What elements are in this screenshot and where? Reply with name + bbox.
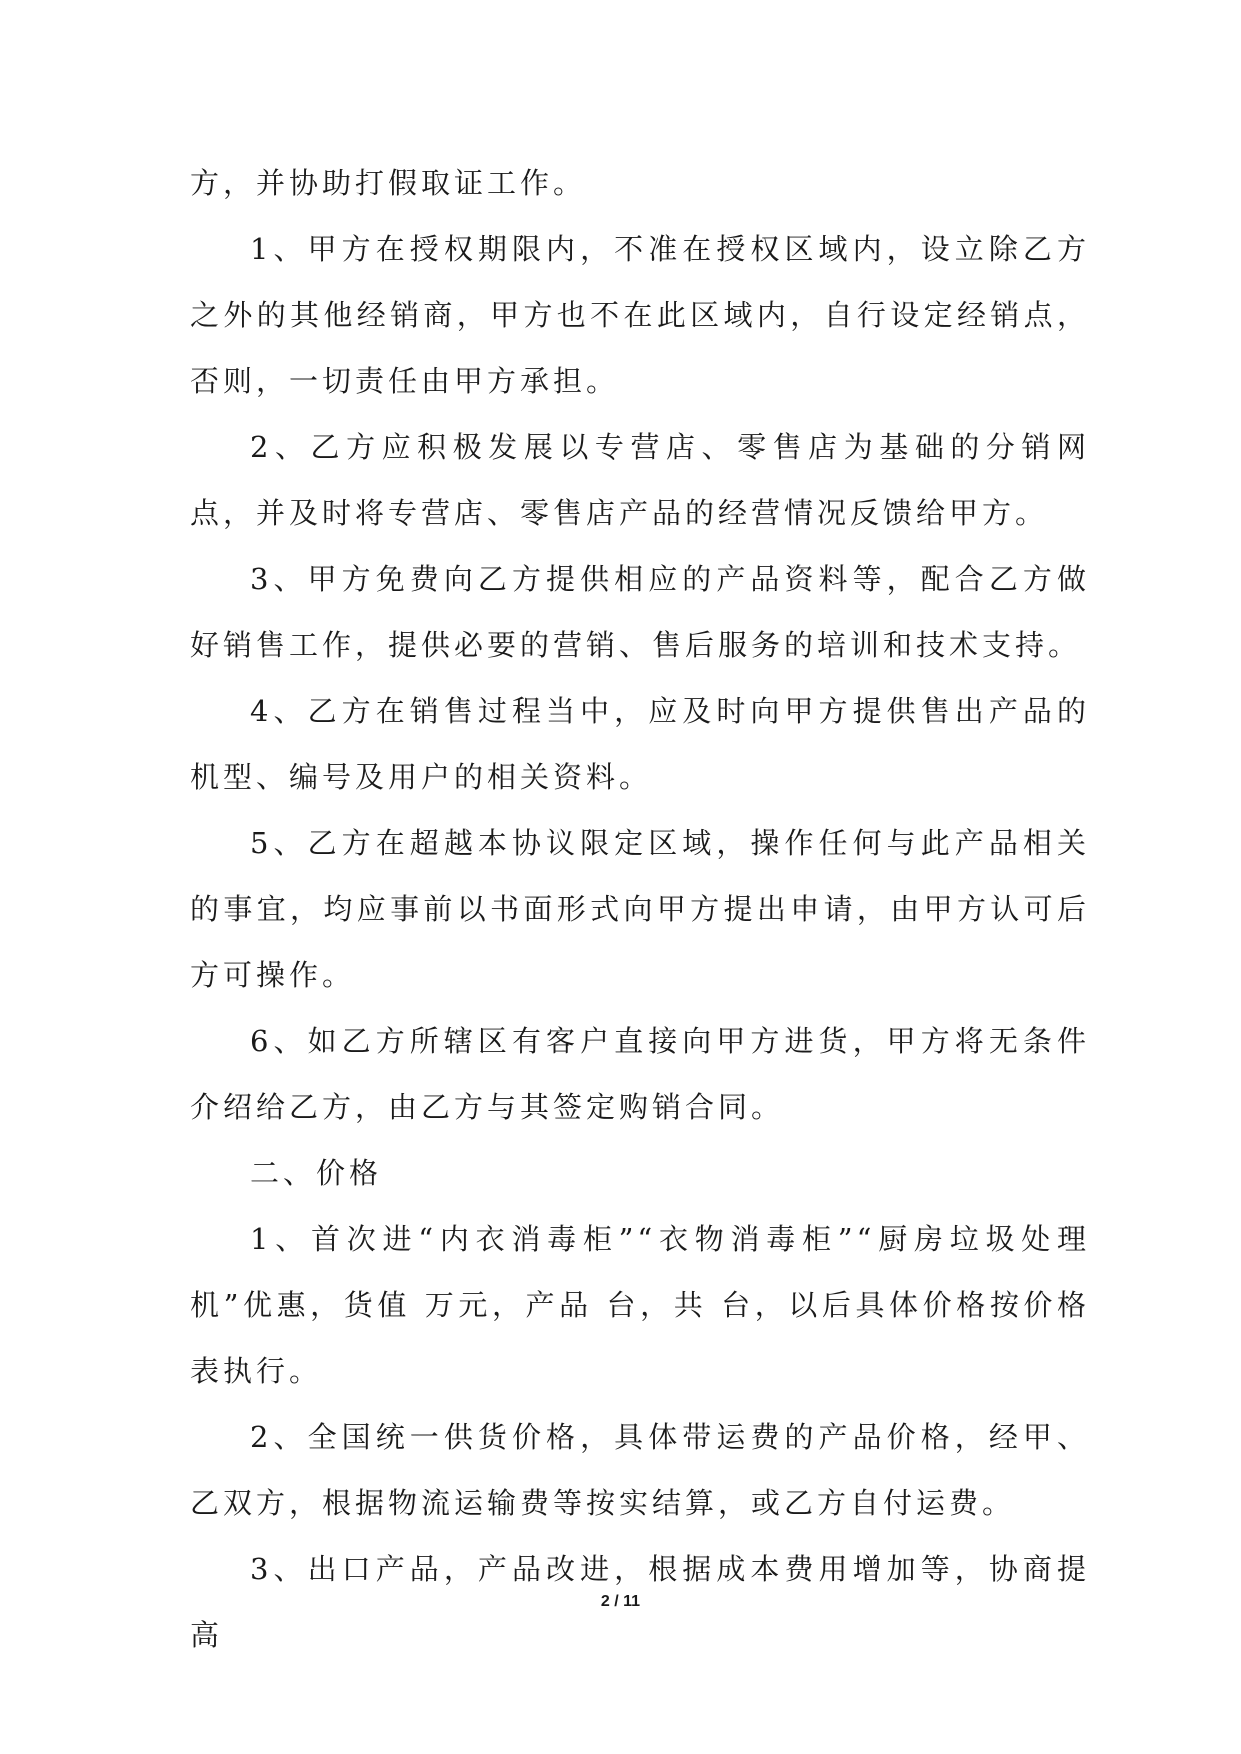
- clause-1-exclusive-territory: 1、甲方在授权期限内，不准在授权区域内，设立除乙方之外的其他经销商，甲方也不在此区域内，自行设定经销点，否则，一切责任由甲方承担。: [190, 232, 1090, 398]
- paragraph-continuation: 方，并协助打假取证工作。: [190, 166, 587, 200]
- clause-4-sales-records: 4、乙方在销售过程当中，应及时向甲方提供售出产品的机型、编号及用户的相关资料。: [190, 694, 1090, 794]
- section-heading-price: 二、价格: [250, 1156, 383, 1190]
- clause-6-customer-referral: 6、如乙方所辖区有客户直接向甲方进货，甲方将无条件介绍给乙方，由乙方与其签定购销合同。: [190, 1024, 1090, 1124]
- price-clause-2-unified-price: 2、全国统一供货价格，具体带运费的产品价格，经甲、乙双方，根据物流运输费等按实结算，或乙方自付运费。: [190, 1420, 1090, 1520]
- price-clause-1-first-order: 1、首次进“内衣消毒柜”“衣物消毒柜”“厨房垃圾处理机”优惠，货值 万元，产品 台，共 台，以后具体价格按价格表执行。: [190, 1222, 1090, 1388]
- clause-5-out-of-area: 5、乙方在超越本协议限定区域，操作任何与此产品相关的事宜，均应事前以书面形式向甲方提出申请，由甲方认可后方可操作。: [190, 826, 1090, 992]
- clause-2-distribution-network: 2、乙方应积极发展以专营店、零售店为基础的分销网点，并及时将专营店、零售店产品的经营情况反馈给甲方。: [190, 430, 1090, 530]
- clause-3-product-materials: 3、甲方免费向乙方提供相应的产品资料等，配合乙方做好销售工作，提供必要的营销、售后服务的培训和技术支持。: [190, 562, 1090, 662]
- page-number: 2 / 11: [600, 1593, 641, 1610]
- document-body: [190, 150, 1090, 1668]
- price-clause-3-export: 3、出口产品，产品改进，根据成本费用增加等，协商提高: [190, 1552, 1090, 1652]
